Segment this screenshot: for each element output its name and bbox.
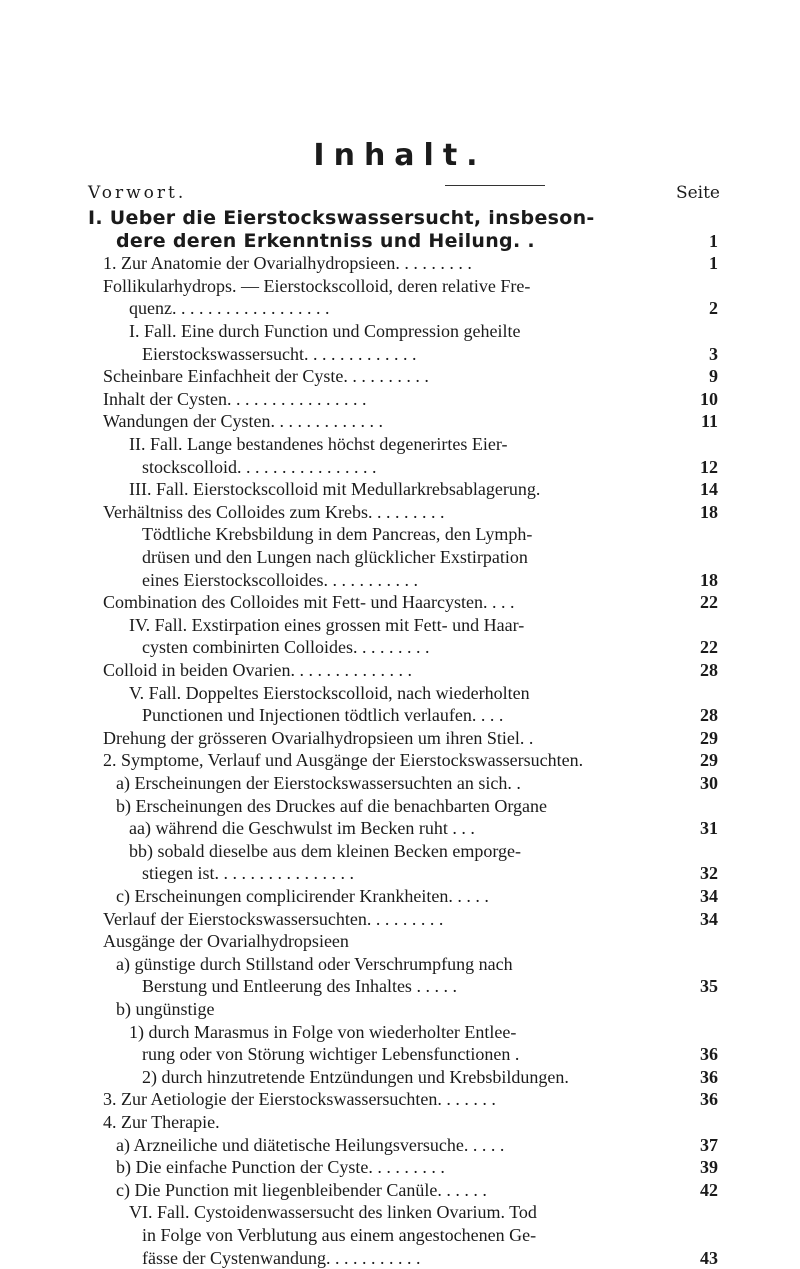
toc-entry-text: cysten combinirten Colloides. . . . . . . . . (142, 637, 430, 658)
toc-entry-page-number: 22 (700, 637, 718, 658)
toc-entry-text: 2) durch hinzutretende Entzündungen und Krebsbildungen. (142, 1066, 569, 1087)
toc-entry (0, 998, 800, 1020)
toc-entry-text: Berstung und Entleerung des Inhaltes . . . . . (142, 976, 457, 997)
toc-entry-text: 2. Symptome, Verlauf und Ausgänge der Eierstockswassersuchten. (103, 750, 584, 771)
toc-entry-text: Tödtliche Krebsbildung in dem Pancreas, den Lymph- (142, 524, 533, 545)
toc-entry-text: fässe der Cystenwandung. . . . . . . . . . . (142, 1247, 421, 1268)
toc-entry-page-number: 11 (700, 411, 718, 432)
toc-entry (0, 1066, 800, 1088)
toc-entry-page-number: 22 (700, 592, 718, 613)
toc-entry-page-number: 30 (700, 773, 718, 793)
toc-entry-page-number: 42 (700, 1179, 718, 1200)
toc-entry-page-number: 1 (709, 253, 718, 274)
toc-entry-text: 1) durch Marasmus in Folge von wiederholter Entlee- (129, 1021, 517, 1042)
toc-entry (0, 207, 800, 229)
toc-entry (0, 659, 800, 681)
toc-entry (0, 704, 800, 726)
toc-entry (0, 840, 800, 862)
toc-entry (0, 885, 800, 907)
toc-entry-page-number: 34 (700, 886, 718, 906)
toc-entry-page-number: 36 (700, 1089, 718, 1110)
toc-entry (0, 456, 800, 478)
toc-entry-text: drüsen und den Lungen nach glücklicher Exstirpation (142, 547, 528, 567)
toc-entry-text: Colloid in beiden Ovarien. . . . . . . . . . . . . . (103, 660, 412, 680)
toc-entry-page-number: 36 (700, 1066, 718, 1087)
toc-entry (0, 636, 800, 658)
toc-entry-text: rung oder von Störung wichtiger Lebensfunctionen . (142, 1044, 520, 1065)
toc-entry-text: 4. Zur Therapie. (103, 1112, 220, 1132)
toc-entry (0, 275, 800, 297)
toc-entry (0, 795, 800, 817)
toc-entry (0, 410, 800, 432)
toc-entry (0, 365, 800, 387)
toc-entry-page-number: 18 (700, 569, 718, 590)
toc-entry (0, 749, 800, 771)
toc-entry (0, 1088, 800, 1110)
toc-entry (0, 388, 800, 410)
toc-entry-page-number: 14 (700, 479, 718, 500)
toc-entry-text: V. Fall. Doppeltes Eierstockscolloid, nach wiederholten (129, 682, 530, 703)
title-rule (445, 185, 545, 186)
toc-entry-page-number: 29 (700, 727, 718, 748)
toc-entry (0, 433, 800, 455)
toc-entry-text: aa) während die Geschwulst im Becken ruht . . . (129, 818, 475, 839)
toc-entry-page-number: 39 (700, 1157, 718, 1178)
toc-entry-page-number: 36 (700, 1044, 718, 1065)
toc-entry (0, 1134, 800, 1156)
preface-heading: Vorwort. (88, 183, 187, 203)
toc-entry-text: quenz. . . . . . . . . . . . . . . . . . (129, 298, 330, 319)
toc-entry (0, 908, 800, 930)
toc-entry (0, 523, 800, 545)
toc-entry (0, 1156, 800, 1178)
toc-entry-text: Verlauf der Eierstockswassersuchten. . . . . . . . . (103, 908, 444, 929)
toc-entry-page-number: 18 (700, 501, 718, 522)
toc-entry (0, 727, 800, 749)
toc-entry-page-number: 34 (700, 908, 718, 929)
toc-entry (0, 772, 800, 794)
toc-entry-text: Verhältniss des Colloides zum Krebs. . . . . . . . . (103, 501, 445, 522)
toc-entry-text: 3. Zur Aetiologie der Eierstockswassersuchten. . . . . . . (103, 1089, 496, 1110)
toc-entry-text: Ausgänge der Ovarialhydropsieen (103, 931, 349, 952)
toc-entry-text: a) günstige durch Stillstand oder Verschrumpfung nach (116, 953, 513, 974)
toc-entry-page-number: 28 (700, 660, 718, 680)
toc-entry-text: II. Fall. Lange bestandenes höchst degenerirtes Eier- (129, 434, 508, 454)
toc-entry (0, 297, 800, 319)
toc-entry (0, 614, 800, 636)
toc-entry-text: stockscolloid. . . . . . . . . . . . . . . . (142, 456, 377, 477)
toc-entry-text: Follikularhydrops. — Eierstockscolloid, deren relative Fre- (103, 275, 531, 296)
toc-entry (0, 1201, 800, 1223)
toc-entry (0, 930, 800, 952)
toc-entry (0, 1179, 800, 1201)
toc-entry-text: Wandungen der Cysten. . . . . . . . . . . . . (103, 411, 384, 432)
page-title: Inhalt. (313, 138, 487, 173)
toc-entry (0, 546, 800, 568)
toc-entry-text: Drehung der grösseren Ovarialhydropsieen um ihren Stiel. . (103, 727, 534, 748)
toc-entry-page-number: 35 (700, 976, 718, 997)
toc-entry (0, 975, 800, 997)
toc-entry-text: 1. Zur Anatomie der Ovarialhydropsieen. . . . . . . . . (103, 253, 472, 274)
toc-entry-text: b) Die einfache Punction der Cyste. . . . . . . . . (116, 1157, 445, 1178)
toc-entry-text: Scheinbare Einfachheit der Cyste. . . . . . . . . . (103, 366, 429, 387)
toc-entry-text: a) Arzneiliche und diätetische Heilungsversuche. . . . . (116, 1134, 505, 1155)
toc-entry-text: I. Ueber die Eierstockswassersucht, insbeson- (88, 207, 595, 229)
toc-entry-page-number: 43 (700, 1247, 718, 1268)
toc-entry-text: c) Die Punction mit liegenbleibender Canüle. . . . . . (116, 1179, 487, 1200)
toc-entry-page-number: 32 (700, 863, 718, 884)
toc-entry-text: eines Eierstockscolloides. . . . . . . . . . . (142, 569, 418, 590)
toc-entry-page-number: 12 (700, 456, 718, 477)
toc-entry-text: bb) sobald dieselbe aus dem kleinen Becken emporge- (129, 840, 522, 861)
toc-entry-text: c) Erscheinungen complicirender Krankheiten. . . . . (116, 886, 489, 906)
toc-entry-text: IV. Fall. Exstirpation eines grossen mit Fett- und Haar- (129, 614, 525, 635)
toc-entry-page-number: 28 (700, 705, 718, 726)
toc-entry (0, 1224, 800, 1246)
toc-entry (0, 478, 800, 500)
page-column-heading: Seite (675, 183, 720, 203)
toc-entry (0, 817, 800, 839)
toc-entry-text: Eierstockswassersucht. . . . . . . . . . . . . (142, 343, 417, 364)
toc-entry (0, 682, 800, 704)
toc-entry-text: b) ungünstige (116, 999, 215, 1019)
toc-entry-text: dere deren Erkenntniss und Heilung. . (116, 229, 535, 252)
toc-entry (0, 569, 800, 591)
toc-entry-text: Combination des Colloides mit Fett- und Haarcysten. . . . (103, 592, 515, 613)
toc-entry-page-number: 2 (709, 298, 718, 319)
toc-entry (0, 862, 800, 884)
toc-entry-text: stiegen ist. . . . . . . . . . . . . . . . (142, 863, 354, 884)
toc-entry-page-number: 10 (700, 388, 718, 409)
toc-entry-page-number: 31 (700, 818, 718, 839)
toc-entry (0, 1111, 800, 1133)
toc-entry (0, 501, 800, 523)
toc-entry-text: Inhalt der Cysten. . . . . . . . . . . . . . . . (103, 388, 367, 409)
toc-entry (0, 320, 800, 342)
toc-entry (0, 252, 800, 274)
toc-entry (0, 1043, 800, 1065)
toc-entry-text: III. Fall. Eierstockscolloid mit Medullarkrebsablagerung. (129, 479, 541, 500)
toc-entry-text: a) Erscheinungen der Eierstockswassersuchten an sich. . (116, 773, 521, 793)
toc-entry-page-number: 37 (700, 1134, 718, 1155)
toc-entry-page-number: 9 (709, 366, 718, 387)
toc-entry-page-number: 3 (709, 343, 718, 364)
toc-entry (0, 230, 800, 252)
toc-entry (0, 591, 800, 613)
toc-entry-text: VI. Fall. Cystoidenwassersucht des linken Ovarium. Tod (129, 1202, 537, 1223)
toc-entry (0, 343, 800, 365)
toc-entry (0, 1021, 800, 1043)
toc-entry-text: I. Fall. Eine durch Function und Compression geheilte (129, 321, 521, 341)
toc-entry-text: b) Erscheinungen des Druckes auf die benachbarten Organe (116, 795, 547, 816)
toc-entry-page-number: 1 (709, 230, 718, 251)
toc-entry-text: in Folge von Verblutung aus einem angestochenen Ge- (142, 1225, 537, 1245)
toc-entry (0, 953, 800, 975)
toc-entry-text: Punctionen und Injectionen tödtlich verlaufen. . . . (142, 705, 504, 726)
toc-entry-page-number: 29 (700, 750, 718, 771)
